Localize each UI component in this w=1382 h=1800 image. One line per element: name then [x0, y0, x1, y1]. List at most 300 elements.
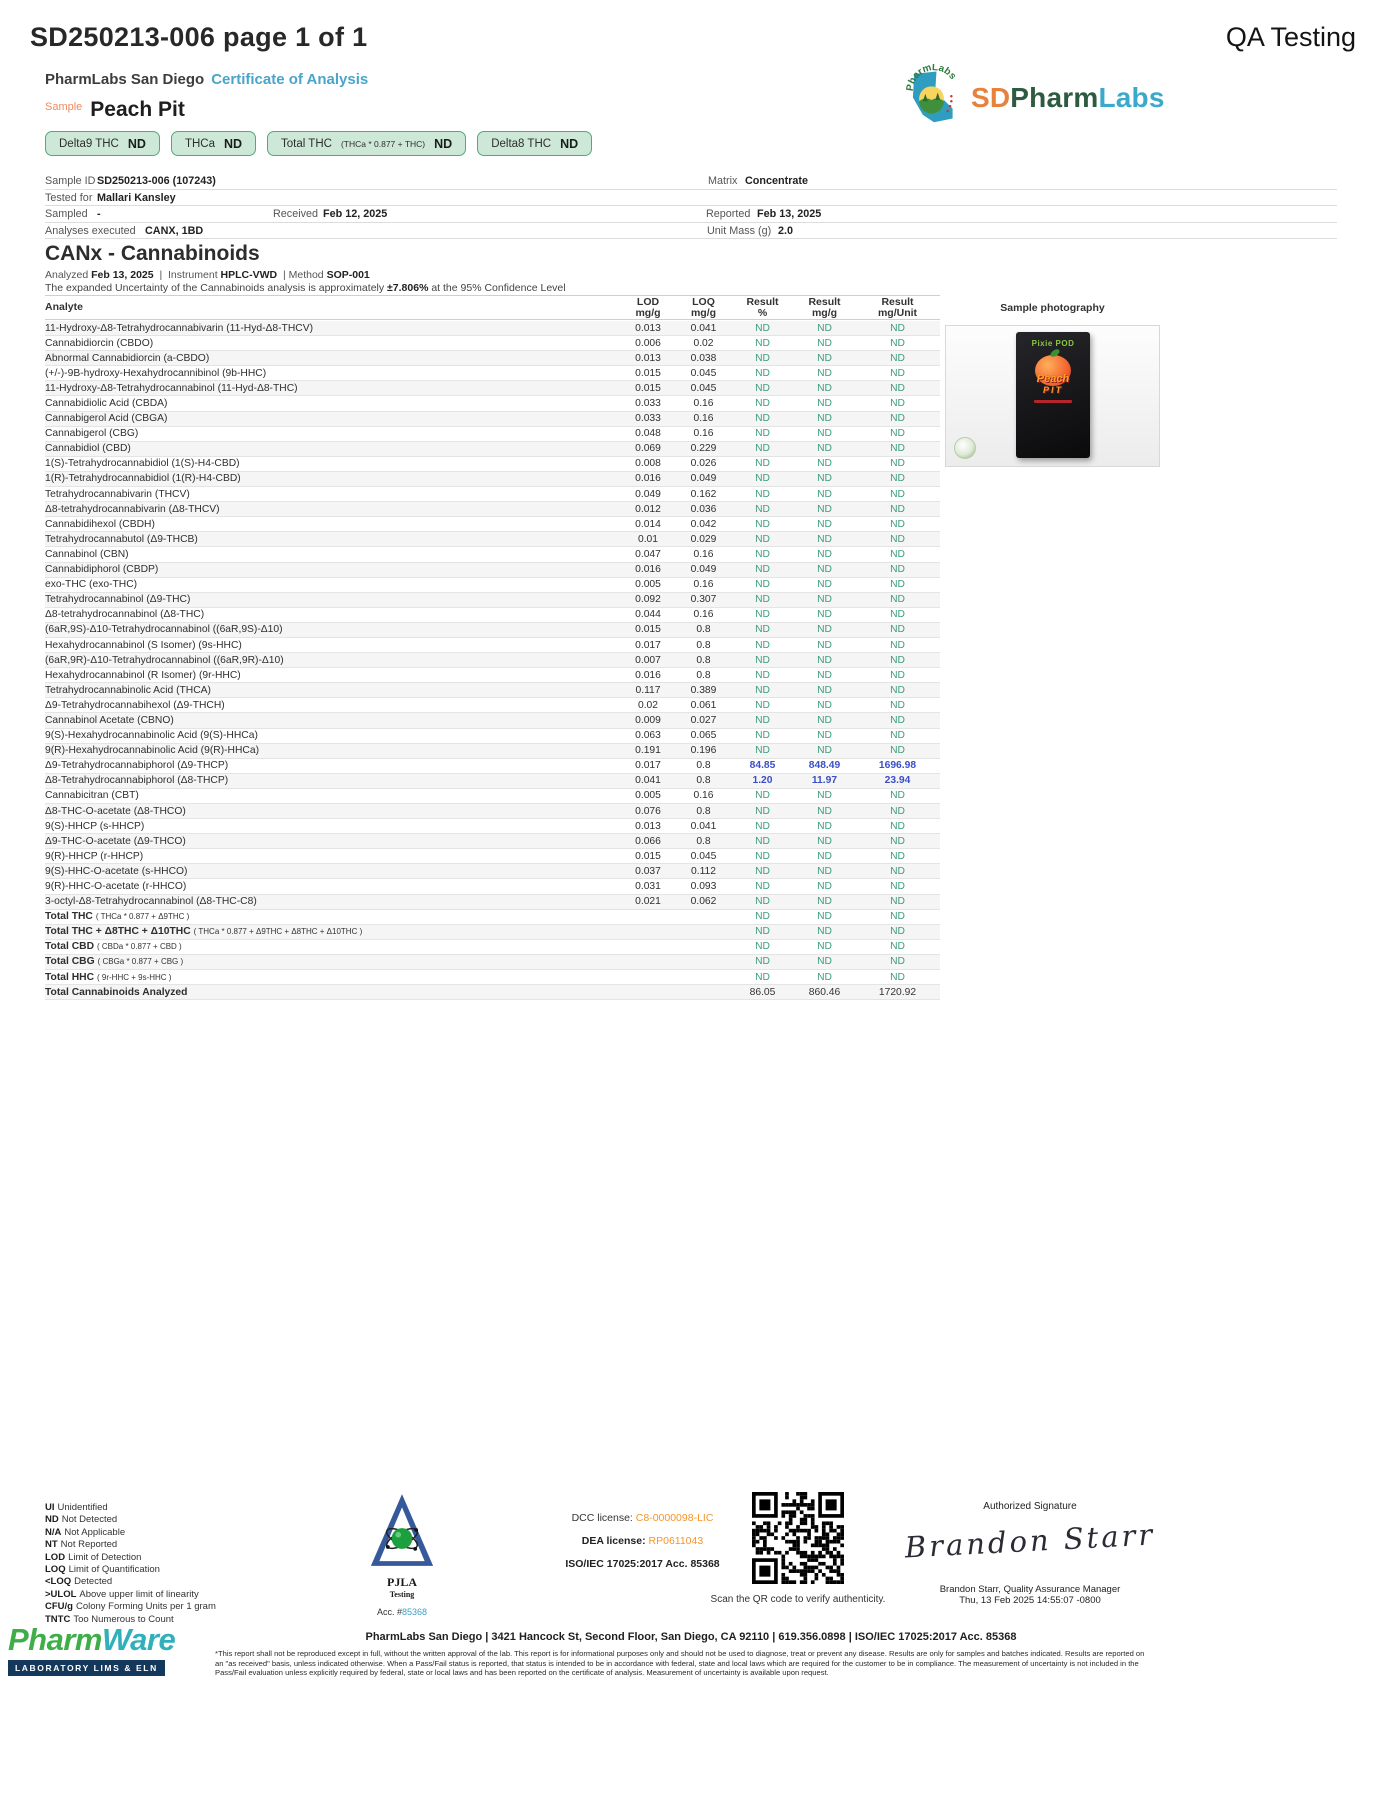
- signature-date: Thu, 13 Feb 2025 14:55:07 -0800: [959, 1595, 1101, 1606]
- result-pct-cell: ND: [755, 850, 770, 862]
- sample-info-block: [45, 173, 1337, 239]
- analyte-cell: [45, 685, 620, 696]
- loq-cell: 0.049: [690, 564, 717, 576]
- col-result-pct: Result %: [746, 295, 779, 319]
- lab-name-line: [45, 71, 368, 88]
- loq-cell: 0.038: [690, 352, 717, 364]
- analyte-name: Total Cannabinoids Analyzed: [45, 986, 188, 998]
- result-mgunit-cell: ND: [890, 382, 905, 394]
- result-pct-cell: ND: [755, 896, 770, 908]
- analyte-name: 9(S)-HHC-O-acetate (s-HHCO): [45, 865, 188, 877]
- result-mgg-cell: ND: [817, 865, 832, 877]
- product-brand-text: Pixie POD: [1031, 339, 1075, 348]
- analyte-cell: [45, 609, 620, 620]
- badge-value: ND: [127, 136, 146, 151]
- analyte-name: (6aR,9S)-Δ10-Tetrahydrocannabinol ((6aR,9S)-Δ10): [45, 624, 283, 636]
- result-mgg-cell: ND: [817, 926, 832, 938]
- sampled-value: -: [97, 208, 101, 220]
- analyte-cell: [45, 504, 620, 515]
- result-pct-cell: ND: [755, 352, 770, 364]
- loq-cell: 0.16: [693, 428, 714, 440]
- analyte-cell: [45, 700, 620, 711]
- pharmware-logo: [8, 1622, 175, 1676]
- info-row: [45, 190, 1337, 207]
- legend-item: LOQ Limit of Quantification: [45, 1564, 160, 1576]
- loq-cell: 0.16: [693, 579, 714, 591]
- lod-cell: 0.191: [635, 745, 661, 757]
- pjla-name: PJLA: [387, 1575, 417, 1589]
- table-row: [45, 563, 940, 578]
- table-row: [45, 864, 940, 879]
- table-row: [45, 834, 940, 849]
- loq-cell: 0.16: [693, 790, 714, 802]
- result-pct-cell: ND: [755, 669, 770, 681]
- table-row: [45, 895, 940, 910]
- result-pct-cell: 1.20: [752, 775, 773, 787]
- matrix-value: Concentrate: [745, 175, 808, 187]
- pjla-accreditation: [342, 1492, 462, 1617]
- table-row: [45, 578, 940, 593]
- lab-address-line: PharmLabs San Diego | 3421 Hancock St, Second Floor, San Diego, CA 92110 | 619.356.0898 | ISO/IEC 17025:2017 Acc. 85368: [365, 1631, 1017, 1643]
- analyte-cell: [45, 911, 620, 922]
- sdpharmlabs-logo: [903, 64, 1165, 131]
- lod-cell: 0.008: [635, 458, 661, 470]
- table-row: [45, 442, 940, 457]
- result-pct-cell: ND: [755, 699, 770, 711]
- analyte-name: Cannabidiorcin (CBDO): [45, 337, 154, 349]
- result-mgg-cell: ND: [817, 518, 832, 530]
- sample-id-label: Sample ID: [45, 175, 96, 187]
- loq-cell: 0.8: [696, 760, 711, 772]
- result-mgunit-cell: ND: [890, 443, 905, 455]
- table-row: [45, 472, 940, 487]
- loq-cell: 0.093: [690, 881, 717, 893]
- analyte-name: 1(S)-Tetrahydrocannabidiol (1(S)-H4-CBD): [45, 458, 240, 470]
- analyte-formula: ( CBDa * 0.877 + CBD ): [97, 942, 182, 952]
- result-pct-cell: ND: [755, 805, 770, 817]
- analyte-name: Hexahydrocannabinol (S Isomer) (9s-HHC): [45, 639, 242, 651]
- logo-wordmark: SDPharmLabs: [971, 81, 1165, 113]
- result-mgg-cell: ND: [817, 669, 832, 681]
- received-value: Feb 12, 2025: [323, 208, 388, 220]
- result-mgg-cell: ND: [817, 911, 832, 923]
- result-mgg-cell: ND: [817, 488, 832, 500]
- badge-label: Delta8 THC: [491, 137, 552, 150]
- result-mgg-cell: ND: [817, 745, 832, 757]
- table-row: [45, 608, 940, 623]
- result-mgunit-cell: 23.94: [884, 775, 911, 787]
- loq-cell: 0.16: [693, 398, 714, 410]
- analyte-cell: [45, 926, 620, 937]
- analyte-name: Δ9-Tetrahydrocannabiphorol (Δ9-THCP): [45, 760, 229, 772]
- lod-cell: 0.017: [635, 760, 661, 772]
- result-mgg-cell: ND: [817, 896, 832, 908]
- loq-cell: 0.16: [693, 609, 714, 621]
- pjla-sub: Testing: [389, 1590, 415, 1599]
- result-pct-cell: ND: [755, 941, 770, 953]
- analyte-cell: [45, 624, 620, 635]
- tested-for-label: Tested for: [45, 191, 93, 204]
- signature-block: [900, 1501, 1160, 1606]
- product-name-text: Peach: [1036, 373, 1070, 385]
- result-mgunit-cell: ND: [890, 639, 905, 651]
- analyte-name: exo-THC (exo-THC): [45, 579, 138, 591]
- loq-cell: 0.196: [690, 745, 717, 757]
- loq-cell: 0.8: [696, 654, 711, 666]
- col-result-mgg: Result mg/g: [808, 295, 841, 319]
- result-mgunit-cell: ND: [890, 956, 905, 968]
- sample-name: Peach Pit: [90, 98, 185, 121]
- lod-cell: 0.016: [635, 473, 661, 485]
- result-pct-cell: 86.05: [749, 986, 776, 998]
- analyte-cell: [45, 443, 620, 454]
- loq-cell: 0.8: [696, 669, 711, 681]
- analyzed-date: Feb 13, 2025: [91, 269, 154, 281]
- table-row: [45, 940, 940, 955]
- unit-mass-value: 2.0: [778, 224, 794, 237]
- table-row: [45, 729, 940, 744]
- result-mgg-cell: ND: [817, 503, 832, 515]
- analyte-formula: ( 9r-HHC + 9s-HHC ): [97, 972, 172, 982]
- thc-badge: [171, 131, 256, 156]
- badge-label: Delta9 THC: [59, 137, 119, 150]
- result-mgg-cell: ND: [817, 820, 832, 832]
- analyte-cell: [45, 851, 620, 862]
- thc-badges: [45, 131, 592, 156]
- lod-cell: 0.013: [635, 820, 661, 832]
- table-row: [45, 547, 940, 562]
- result-mgg-cell: ND: [817, 428, 832, 440]
- result-mgunit-cell: ND: [890, 911, 905, 923]
- badge-value: ND: [223, 136, 243, 151]
- analyte-cell: [45, 323, 620, 334]
- result-mgunit-cell: ND: [890, 820, 905, 832]
- lod-cell: 0.037: [635, 865, 661, 877]
- result-mgg-cell: ND: [817, 805, 832, 817]
- lod-cell: 0.005: [635, 790, 661, 802]
- loq-cell: 0.049: [690, 473, 717, 485]
- result-pct-cell: ND: [755, 971, 770, 983]
- table-row: [45, 955, 940, 970]
- pjla-logo-icon: [369, 1555, 435, 1572]
- loq-cell: 0.112: [690, 865, 716, 877]
- result-mgg-cell: ND: [817, 624, 832, 636]
- table-row: [45, 668, 940, 683]
- table-row: [45, 879, 940, 894]
- analyte-name: (6aR,9R)-Δ10-Tetrahydrocannabinol ((6aR,9R)-Δ10): [45, 654, 284, 666]
- pjla-accession: Acc. #85368: [376, 1607, 428, 1617]
- result-mgunit-cell: ND: [890, 367, 905, 379]
- page-title: SD250213-006 page 1 of 1: [30, 22, 368, 52]
- result-pct-cell: ND: [755, 548, 770, 560]
- result-mgunit-cell: ND: [890, 730, 905, 742]
- table-row: [45, 683, 940, 698]
- qa-testing-label: QA Testing: [1225, 22, 1356, 52]
- analyte-cell: [45, 413, 620, 424]
- table-row: [45, 457, 940, 472]
- table-row: [45, 623, 940, 638]
- lod-cell: 0.117: [635, 684, 661, 696]
- loq-cell: 0.16: [693, 548, 714, 560]
- result-pct-cell: ND: [755, 956, 770, 968]
- result-mgunit-cell: ND: [890, 579, 905, 591]
- signer-name-title: Brandon Starr, Quality Assurance Manager: [939, 1584, 1121, 1595]
- result-mgunit-cell: ND: [890, 594, 905, 606]
- lod-cell: 0.044: [635, 609, 661, 621]
- sample-id-value: SD250213-006 (107243): [97, 175, 216, 187]
- legend-item: >ULOL Above upper limit of linearity: [45, 1588, 199, 1600]
- legend-item: <LOQ Detected: [45, 1576, 113, 1588]
- lod-cell: 0.016: [635, 564, 661, 576]
- dcc-license-value: C8-0000098-LIC: [635, 1512, 714, 1524]
- analyte-name: 3-octyl-Δ8-Tetrahydrocannabinol (Δ8-THC-C8): [45, 896, 257, 908]
- result-mgunit-cell: ND: [890, 881, 905, 893]
- section-meta: Analyzed Feb 13, 2025 | Instrument HPLC-VWD | Method SOP-001: [45, 269, 370, 281]
- analyte-name: Cannabinol (CBN): [45, 548, 129, 560]
- loq-cell: 0.041: [690, 820, 717, 832]
- result-pct-cell: ND: [755, 835, 770, 847]
- analyte-name: 1(R)-Tetrahydrocannabidiol (1(R)-H4-CBD): [45, 473, 241, 485]
- result-mgunit-cell: ND: [890, 790, 905, 802]
- result-mgg-cell: ND: [817, 322, 832, 334]
- result-mgg-cell: ND: [817, 835, 832, 847]
- product-box-image: [1016, 332, 1090, 458]
- pharmware-wordmark: PharmWare: [8, 1622, 176, 1657]
- analyte-name: Tetrahydrocannabivarin (THCV): [45, 488, 190, 500]
- lod-cell: 0.009: [635, 714, 661, 726]
- result-pct-cell: ND: [755, 518, 770, 530]
- reported-label: Reported: [706, 208, 751, 220]
- certificate-of-analysis-label: Certificate of Analysis: [211, 71, 369, 88]
- result-mgg-cell: ND: [817, 458, 832, 470]
- table-row: [45, 487, 940, 502]
- dea-license-line: DEA license: RP0611043: [581, 1535, 704, 1547]
- analyte-cell: [45, 730, 620, 741]
- analyte-cell: [45, 821, 620, 832]
- result-mgunit-cell: ND: [890, 428, 905, 440]
- tested-for-value: Mallari Kansley: [97, 191, 176, 204]
- result-mgg-cell: ND: [817, 684, 832, 696]
- result-mgunit-cell: ND: [890, 971, 905, 983]
- result-pct-cell: ND: [755, 790, 770, 802]
- thc-badge: [45, 131, 160, 156]
- loq-cell: 0.8: [696, 775, 711, 787]
- lod-cell: 0.092: [635, 594, 661, 606]
- table-row: [45, 849, 940, 864]
- info-row: [45, 206, 1337, 223]
- table-row: [45, 638, 940, 653]
- analyte-cell: [45, 866, 620, 877]
- result-mgunit-cell: ND: [890, 413, 905, 425]
- result-mgunit-cell: ND: [890, 926, 905, 938]
- result-pct-cell: ND: [755, 367, 770, 379]
- analyte-cell: [45, 473, 620, 484]
- result-mgunit-cell: ND: [890, 714, 905, 726]
- result-pct-cell: ND: [755, 639, 770, 651]
- result-pct-cell: ND: [755, 730, 770, 742]
- table-row: [45, 819, 940, 834]
- analyte-name: Total CBD: [45, 941, 95, 953]
- analyte-name: Δ8-THC-O-acetate (Δ8-THCO): [45, 805, 186, 817]
- lod-cell: 0.033: [635, 413, 661, 425]
- sample-line: [45, 98, 185, 122]
- result-mgg-cell: ND: [817, 337, 832, 349]
- lod-cell: 0.041: [635, 775, 661, 787]
- table-row: [45, 412, 940, 427]
- dcc-license-line: DCC license: C8-0000098-LIC: [571, 1512, 714, 1524]
- lod-cell: 0.015: [635, 624, 661, 636]
- result-mgg-cell: 848.49: [808, 760, 841, 772]
- result-mgunit-cell: ND: [890, 564, 905, 576]
- lod-cell: 0.013: [635, 322, 661, 334]
- analyses-value: CANX, 1BD: [145, 224, 204, 237]
- result-mgunit-cell: ND: [890, 488, 905, 500]
- table-row: [45, 925, 940, 940]
- result-pct-cell: ND: [755, 413, 770, 425]
- analyte-name: Total THC: [45, 911, 93, 923]
- analyte-name: Cannabigerol Acid (CBGA): [45, 413, 168, 425]
- result-mgg-cell: ND: [817, 971, 832, 983]
- analyte-name: Cannabicitran (CBT): [45, 790, 139, 802]
- section-title: CANx - Cannabinoids: [45, 242, 260, 265]
- analyte-name: Hexahydrocannabinol (R Isomer) (9r-HHC): [45, 669, 241, 681]
- result-mgg-cell: ND: [817, 443, 832, 455]
- result-mgunit-cell: ND: [890, 684, 905, 696]
- table-row: [45, 985, 940, 1000]
- badge-value: ND: [434, 136, 453, 151]
- analyte-name: Cannabigerol (CBG): [45, 428, 139, 440]
- uncertainty-value: ±7.806%: [387, 282, 429, 294]
- analyte-cell: [45, 715, 620, 726]
- analyte-cell: [45, 353, 620, 364]
- table-row: [45, 532, 940, 547]
- lod-cell: 0.076: [635, 805, 661, 817]
- result-pct-cell: ND: [755, 533, 770, 545]
- result-pct-cell: ND: [755, 337, 770, 349]
- result-mgg-cell: ND: [817, 594, 832, 606]
- result-pct-cell: ND: [755, 564, 770, 576]
- analyte-name: 9(R)-HHCP (r-HHCP): [45, 850, 144, 862]
- result-mgunit-cell: ND: [890, 805, 905, 817]
- result-mgunit-cell: ND: [890, 865, 905, 877]
- analyte-cell: [45, 534, 620, 545]
- lab-sticker: [954, 437, 976, 459]
- analyte-cell: [45, 987, 620, 998]
- col-result-mgunit: Result mg/Unit: [877, 295, 918, 319]
- result-mgg-cell: ND: [817, 413, 832, 425]
- loq-cell: 0.8: [696, 639, 711, 651]
- lod-cell: 0.047: [635, 548, 661, 560]
- result-pct-cell: ND: [755, 488, 770, 500]
- analyte-cell: [45, 896, 620, 907]
- result-mgg-cell: ND: [817, 941, 832, 953]
- loq-cell: 0.02: [693, 337, 714, 349]
- analyte-formula: ( THCa * 0.877 + Δ9THC ): [95, 912, 190, 922]
- loq-cell: 0.229: [690, 443, 717, 455]
- info-row: [45, 223, 1337, 240]
- result-pct-cell: ND: [755, 820, 770, 832]
- thc-badge: [477, 131, 592, 156]
- result-mgg-cell: ND: [817, 730, 832, 742]
- analyses-label: Analyses executed: [45, 224, 136, 237]
- result-mgg-cell: ND: [817, 473, 832, 485]
- result-mgunit-cell: ND: [890, 458, 905, 470]
- loq-cell: 0.065: [690, 730, 717, 742]
- col-lod: LOD mg/g: [635, 295, 661, 319]
- col-sample-photography: Sample photography: [1000, 301, 1105, 314]
- result-pct-cell: ND: [755, 654, 770, 666]
- loq-cell: 0.8: [696, 624, 711, 636]
- analyte-cell: [45, 338, 620, 349]
- product-name2-text: PIT: [1042, 385, 1063, 395]
- table-row: [45, 336, 940, 351]
- legend-item: TNTC Too Numerous to Count: [45, 1613, 174, 1625]
- received-label: Received: [273, 208, 319, 220]
- result-pct-cell: ND: [755, 911, 770, 923]
- lod-cell: 0.063: [635, 730, 661, 742]
- result-mgunit-cell: ND: [890, 896, 905, 908]
- result-mgg-cell: ND: [817, 382, 832, 394]
- loq-cell: 0.042: [690, 518, 717, 530]
- result-mgg-cell: 860.46: [808, 986, 841, 998]
- analyte-cell: [45, 881, 620, 892]
- lod-cell: 0.021: [635, 896, 661, 908]
- badge-label: Total THC: [281, 137, 332, 150]
- result-mgunit-cell: ND: [890, 352, 905, 364]
- badge-label: THCa: [184, 137, 215, 150]
- analyte-cell: [45, 579, 620, 590]
- result-mgunit-cell: ND: [890, 322, 905, 334]
- lod-cell: 0.02: [637, 699, 659, 711]
- lod-cell: 0.049: [635, 488, 661, 500]
- result-mgunit-cell: ND: [890, 835, 905, 847]
- loq-cell: 0.041: [690, 322, 717, 334]
- result-mgg-cell: ND: [817, 699, 832, 711]
- qr-caption: Scan the QR code to verify authenticity.: [710, 1594, 886, 1605]
- result-pct-cell: ND: [755, 443, 770, 455]
- result-mgunit-cell: 1696.98: [878, 760, 917, 772]
- table-row: [45, 910, 940, 925]
- iso-accreditation-line: ISO/IEC 17025:2017 Acc. 85368: [565, 1558, 720, 1570]
- method-value: SOP-001: [326, 269, 370, 281]
- thc-badge: [267, 131, 466, 156]
- dea-license-value: RP0611043: [648, 1535, 704, 1547]
- lod-cell: 0.048: [635, 428, 661, 440]
- analyte-name: Total CBG: [45, 956, 95, 968]
- result-mgg-cell: ND: [817, 956, 832, 968]
- uncertainty-note: The expanded Uncertainty of the Cannabinoids analysis is approximately ±7.806% at the 95% Confidence Level: [45, 282, 566, 294]
- result-mgg-cell: ND: [817, 548, 832, 560]
- analyte-name: Tetrahydrocannabutol (Δ9-THCB): [45, 533, 198, 545]
- table-row: [45, 774, 940, 789]
- table-row: [45, 502, 940, 517]
- lod-cell: 0.01: [637, 533, 659, 545]
- loq-cell: 0.045: [690, 367, 717, 379]
- table-row: [45, 593, 940, 608]
- analyte-name: Total THC + Δ8THC + Δ10THC: [45, 926, 191, 938]
- result-mgunit-cell: ND: [890, 941, 905, 953]
- analyte-cell: [45, 428, 620, 439]
- qr-code: [752, 1492, 844, 1584]
- lod-cell: 0.016: [635, 669, 661, 681]
- result-mgunit-cell: ND: [890, 548, 905, 560]
- lod-cell: 0.013: [635, 352, 661, 364]
- result-mgg-cell: ND: [817, 714, 832, 726]
- legend-item: LOD Limit of Detection: [45, 1551, 142, 1563]
- result-mgg-cell: ND: [817, 654, 832, 666]
- loq-cell: 0.389: [690, 684, 717, 696]
- analyte-cell: [45, 655, 620, 666]
